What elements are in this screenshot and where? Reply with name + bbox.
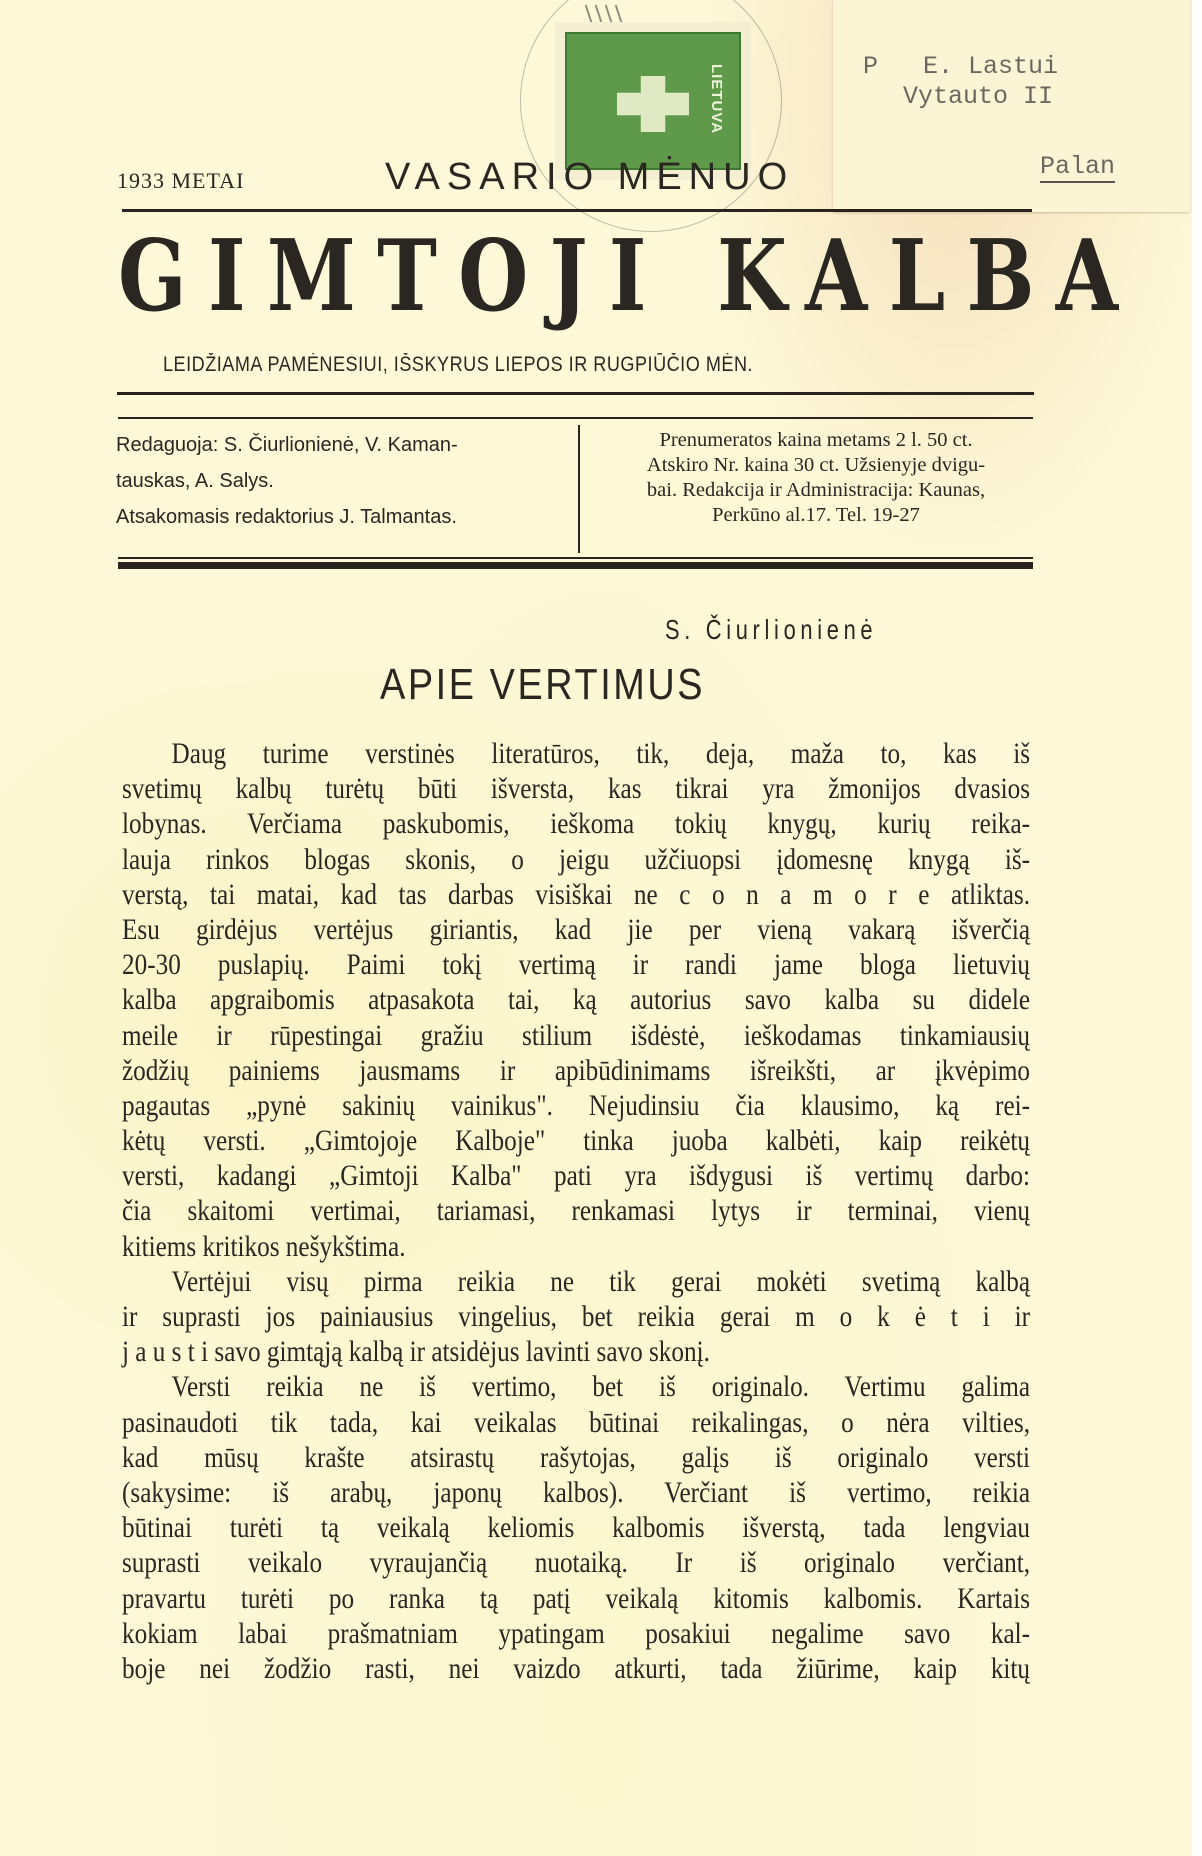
subscription-line: Prenumeratos kaina metams 2 l. 50 ct. [659, 429, 973, 451]
address-label [833, 0, 1190, 212]
issue-month: VASARIO MĖNUO [385, 156, 795, 198]
article-line: būtinai turėti tą veikalą keliomis kalbomis išverstą, tada lengviau [122, 1511, 1031, 1545]
divider [118, 417, 1033, 419]
publication-subtitle: LEIDŽIAMA PAMĖNESIUI, IŠSKYRUS LIEPOS IR RUGPIŪČIO MĖN. [163, 353, 754, 376]
cross-icon [617, 76, 689, 132]
article-line: meile ir rūpestingai gražiu stilium išdėstė, ieškodamas tinkamiausių [122, 1018, 1031, 1052]
subscription-info [600, 428, 1032, 528]
editors-line: Redaguoja: S. Čiurlionienė, V. Kaman- [116, 434, 458, 456]
subscription-line: Perkūno al.17. Tel. 19-27 [712, 504, 920, 526]
article-line: suprasti veikalo vyraujančią nuotaiką. Ir iš originalo verčiant, [122, 1546, 1031, 1580]
stamp-country: LIETUVA [708, 64, 725, 135]
article-line: lobynas. Verčiama paskubomis, ieškoma tokių knygų, kurių reika- [122, 807, 1031, 841]
article-line: 20-30 puslapių. Paimi tokį vertimą ir randi jame bloga lietuvių [122, 948, 1031, 982]
article-line: kitiems kritikos nešykštima. [122, 1229, 406, 1263]
address-line-3: Palan [1040, 152, 1116, 181]
column-divider [578, 425, 580, 553]
article-line: Esu girdėjus vertėjus giriantis, kad jie per vieną vakarą išverčią [122, 912, 1031, 946]
article-line: kalba apgraibomis atpasakota tai, ką autorius savo kalba su didele [122, 983, 1031, 1017]
divider [118, 557, 1033, 559]
article-title: APIE VERTIMUS [380, 660, 706, 709]
article-line: žodžių painiems jausmams ir apibūdinimams išreikšti, ar įkvėpimo [122, 1053, 1031, 1087]
article-line: Versti reikia ne iš vertimo, bet iš originalo. Vertimu galima [171, 1370, 1031, 1404]
article-body [122, 736, 1030, 1686]
article-line: versti, kadangi „Gimtoji Kalba" pati yra išdygusi iš vertimų darbo: [122, 1159, 1031, 1193]
article-line: ir suprasti jos painiausius vingelius, bet reikia gerai m o k ė t i ir [122, 1300, 1031, 1333]
article-author: S. Čiurlionienė [665, 614, 878, 645]
divider [122, 209, 1032, 212]
article-line: j a u s t i savo gimtąją kalbą ir atsidėjus lavinti savo skonį. [122, 1335, 710, 1369]
editorial-board [116, 427, 566, 535]
address-line-1: P E. Lastui [863, 52, 1059, 81]
article-line: verstą, tai matai, kad tas darbas visiškai ne c o n a m o r e atliktas. [122, 877, 1031, 911]
address-line-2: Vytauto II [903, 82, 1054, 111]
subscription-line: bai. Redakcija ir Administracija: Kaunas, [646, 479, 986, 501]
divider-thick [118, 562, 1033, 569]
article-line: Daug turime verstinės literatūros, tik, deja, maža to, kas iš [171, 737, 1031, 770]
article-line: pravartu turėti po ranka tą patį veikalą kitomis kalbomis. Kartais [122, 1581, 1031, 1615]
subscription-line: Atskiro Nr. kaina 30 ct. Užsienyje dvigu- [646, 454, 986, 476]
responsible-editor: Atsakomasis redaktorius J. Talmantas. [116, 506, 457, 528]
article-line: boje nei žodžio rasti, nei vaizdo atkurti, tada žiūrime, kaip kitų [122, 1651, 1031, 1685]
article-line: lauja rinkos blogas skonis, o jeigu užčiuopsi įdomesnę knygą iš- [122, 842, 1031, 876]
editors-line: tauskas, A. Salys. [116, 470, 274, 492]
stamp-face [565, 32, 741, 170]
article-line: kėtų versti. „Gimtojoje Kalboje" tinka juoba kalbėti, kaip reikėtų [122, 1124, 1031, 1158]
article-line: Vertėjui visų pirma reikia ne tik gerai mokėti svetimą kalbą [171, 1264, 1031, 1298]
article-line: pagautas „pynė sakinių vainikus". Nejudinsiu čia klausimo, ką rei- [122, 1088, 1031, 1122]
publication-title: GIMTOJI KALBA [118, 219, 1140, 334]
divider [117, 392, 1034, 395]
article-line: čia skaitomi vertimai, tariamasi, renkamasi lytys ir terminai, vienų [122, 1194, 1031, 1228]
article-line: kad mūsų krašte atsirastų rašytojas, galįs iš originalo versti [122, 1440, 1031, 1474]
article-line: kokiam labai prašmatniam ypatingam posakiui negalime savo kal- [122, 1616, 1031, 1650]
issue-year: 1933 METAI [117, 168, 245, 193]
article-line: pasinaudoti tik tada, kai veikalas būtinai reikalingas, o nėra vilties, [122, 1405, 1031, 1439]
article-line: (sakysime: iš arabų, japonų kalbos). Verčiant iš vertimo, reikia [122, 1475, 1031, 1509]
article-line: svetimų kalbų turėtų būti išversta, kas tikrai yra žmonijos dvasios [122, 772, 1031, 806]
